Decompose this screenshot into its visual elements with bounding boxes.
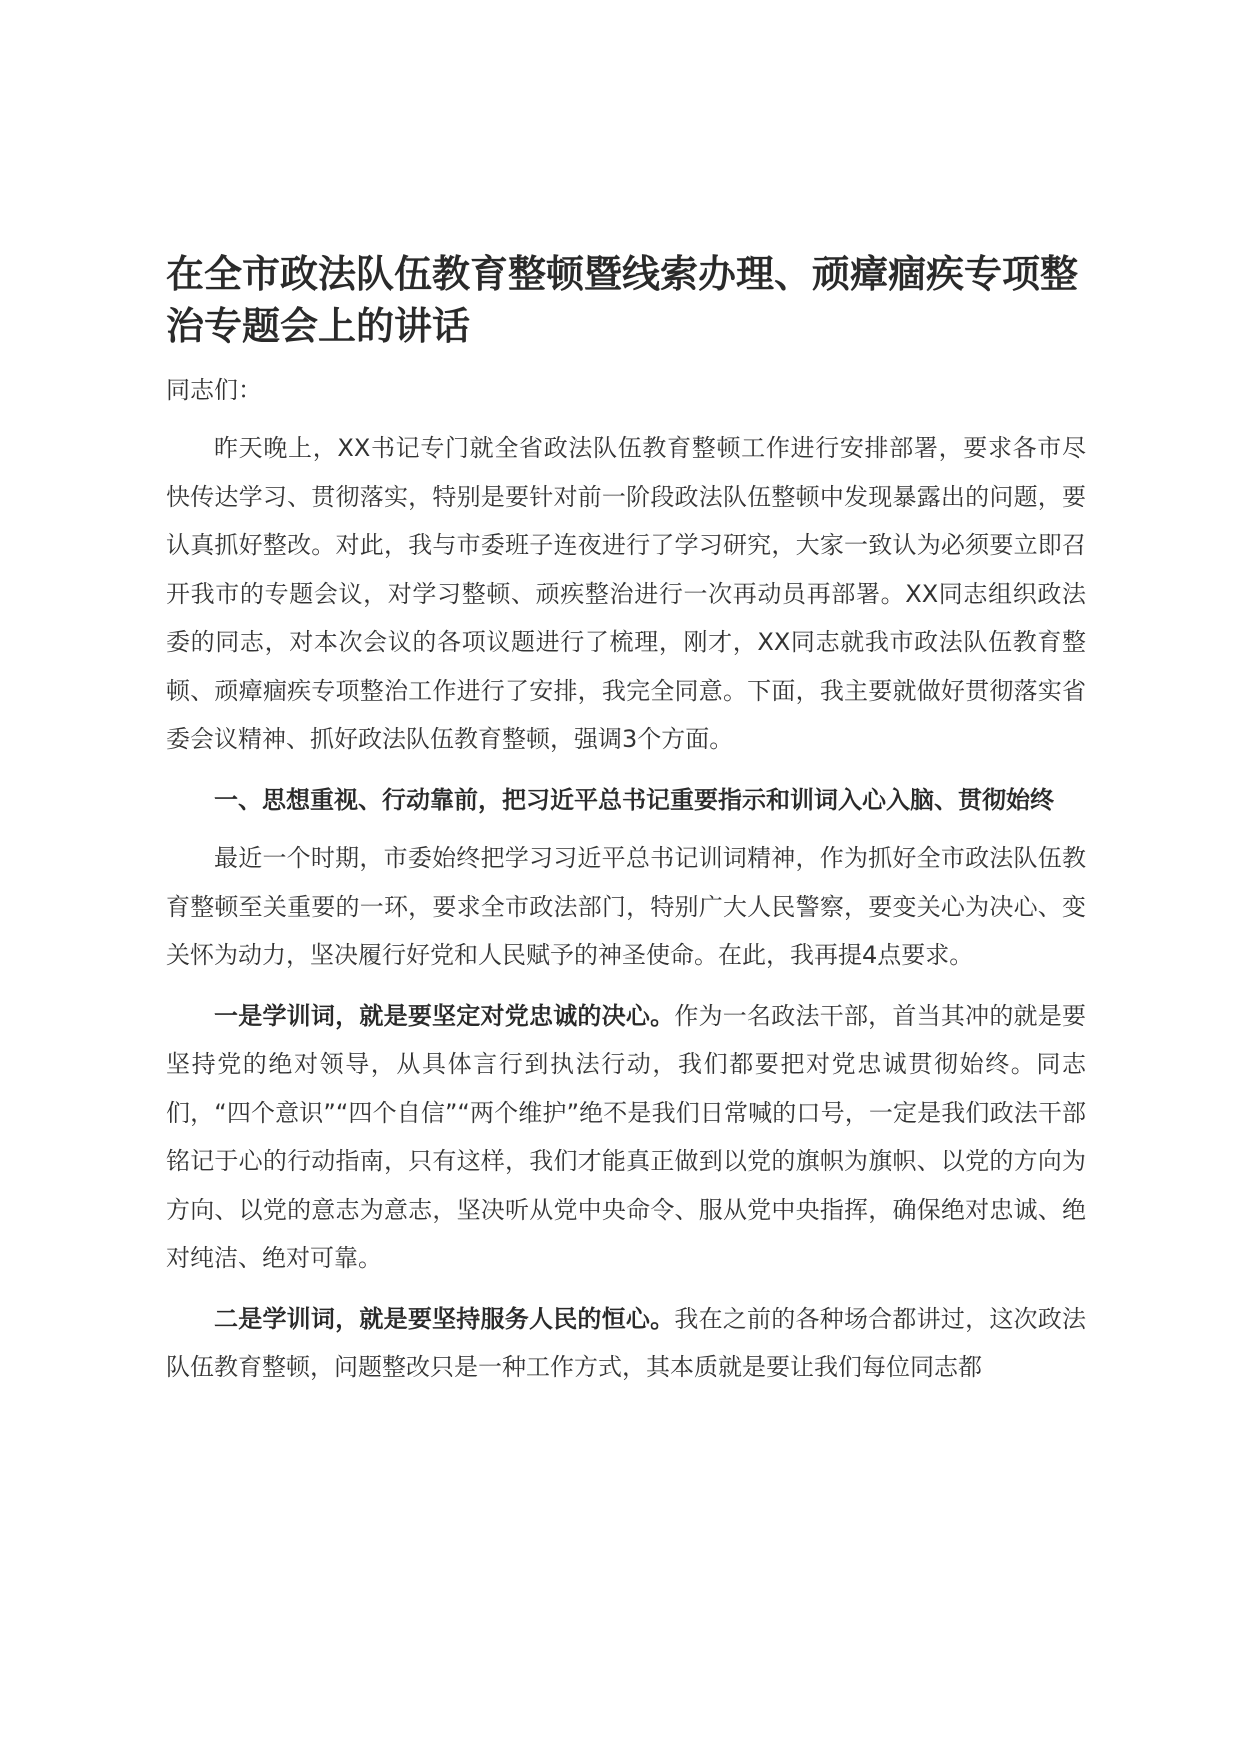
requirement-1-body: 作为一名政法干部，首当其冲的就是要坚持党的绝对领导，从具体言行到执法行动，我们都要把对党忠诚贯彻始终。同志们，“四个意识”“四个自信”“两个维护”绝不是我们日常喊的口号，一定是我们政法干部铭记于心的行动指南，只有这样，我们才能真正做到以党的旗帜为旗帜、以党的方向为方向、以党的意志为意志，坚决听从党中央命令、服从党中央指挥，确保绝对忠诚、绝对纯洁、绝对可靠。 <box>166 1001 1086 1272</box>
paragraph-requirement-2 <box>166 1295 1086 1392</box>
document-title: 在全市政法队伍教育整顿暨线索办理、顽瘴痼疾专项整治专题会上的讲话 <box>166 252 1079 348</box>
spacer <box>166 980 1086 992</box>
requirement-2-body: 我在之前的各种场合都讲过，这次政法队伍教育整顿，问题整改只是一种工作方式，其本质就是要让我们每位同志都 <box>166 1304 1086 1381</box>
spacer <box>166 414 1086 424</box>
requirement-2-lead: 二是学训词，就是要坚持服务人民的恒心。 <box>214 1304 675 1333</box>
document-body <box>166 248 1086 1392</box>
paragraph-requirement-1 <box>166 992 1086 1283</box>
paragraph-section-1: 最近一个时期，市委始终把学习习近平总书记训词精神，作为抓好全市政法队伍教育整顿至关重要的一环，要求全市政法部门，特别广大人民警察，要变关心为决心、变关怀为动力，坚决履行好党和人民赋予的神圣使命。在此，我再提4点要求。 <box>166 844 1086 969</box>
requirement-1-lead: 一是学训词，就是要坚定对党忠诚的决心。 <box>214 1001 675 1030</box>
spacer <box>166 764 1086 776</box>
salutation: 同志们： <box>166 376 262 404</box>
paragraph-intro: 昨天晚上，XX书记专门就全省政法队伍教育整顿工作进行安排部署，要求各市尽快传达学习、贯彻落实，特别是要针对前一阶段政法队伍整顿中发现暴露出的问题，要认真抓好整改。对此，我与市委班子连夜进行了学习研究，大家一致认为必须要立即召开我市的专题会议，对学习整顿、顽疾整治进行一次再动员再部署。XX同志组织政法委的同志，对本次会议的各项议题进行了梳理，刚才，XX同志就我市政法队伍教育整顿、顽瘴痼疾专项整治工作进行了安排，我完全同意。下面，我主要就做好贯彻落实省委会议精神、抓好政法队伍教育整顿，强调3个方面。 <box>166 434 1086 753</box>
spacer <box>166 824 1086 834</box>
spacer <box>166 1283 1086 1295</box>
section-heading-1: 一、思想重视、行动靠前，把习近平总书记重要指示和训词入心入脑、贯彻始终 <box>214 785 1054 814</box>
